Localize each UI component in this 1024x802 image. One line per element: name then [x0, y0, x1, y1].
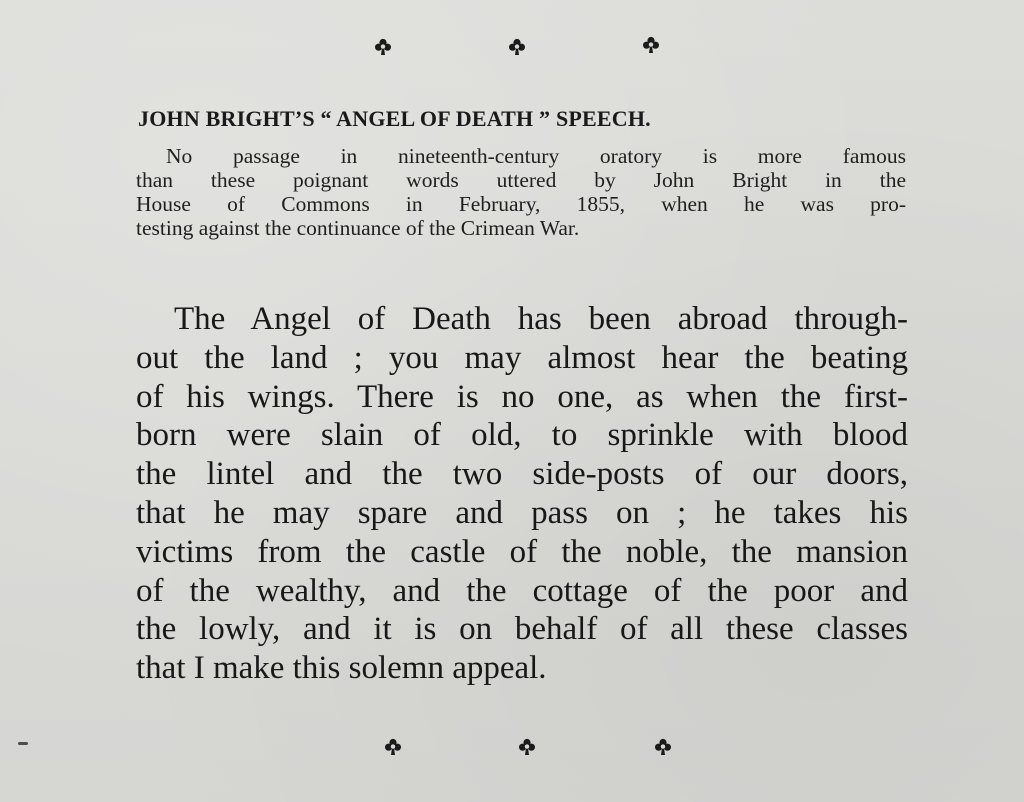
quote-line: of the wealthy, and the cottage of the poor and [136, 572, 908, 609]
page-title: JOHN BRIGHT’S “ ANGEL OF DEATH ” SPEECH. [138, 106, 651, 131]
quote-line: the lintel and the two side-posts of our doors, [136, 456, 908, 493]
trefoil-club-icon [382, 736, 404, 758]
speech-quote [136, 300, 908, 688]
bottom-ornament-row [0, 728, 1024, 768]
trefoil-club-icon [506, 36, 528, 58]
top-ornament-row [0, 30, 1024, 70]
page-edge-mark [18, 742, 28, 745]
quote-line: that he may spare and pass on ; he takes his [136, 494, 908, 531]
quote-line: the lowly, and it is on behalf of all these classes [136, 611, 908, 648]
quote-line: of his wings. There is no one, as when the first- [136, 378, 908, 415]
intro-line: No passage in nineteenth-century oratory is more famous [166, 144, 906, 168]
trefoil-club-icon [652, 736, 674, 758]
quote-line: out the land ; you may almost hear the beating [136, 339, 908, 376]
quote-line: The Angel of Death has been abroad through- [174, 301, 908, 337]
trefoil-club-icon [516, 736, 538, 758]
quote-line: that I make this solemn appeal. [136, 650, 547, 687]
intro-line: House of Commons in February, 1855, when he was pro- [136, 192, 906, 216]
trefoil-club-icon [640, 34, 662, 56]
quote-line: born were slain of old, to sprinkle with blood [136, 417, 908, 454]
intro-line: testing against the continuance of the Crimean War. [136, 216, 580, 240]
quote-line: victims from the castle of the noble, the mansion [136, 533, 908, 570]
intro-line: than these poignant words uttered by John Bright in the [136, 168, 906, 192]
intro-paragraph [136, 144, 906, 240]
trefoil-club-icon [372, 36, 394, 58]
